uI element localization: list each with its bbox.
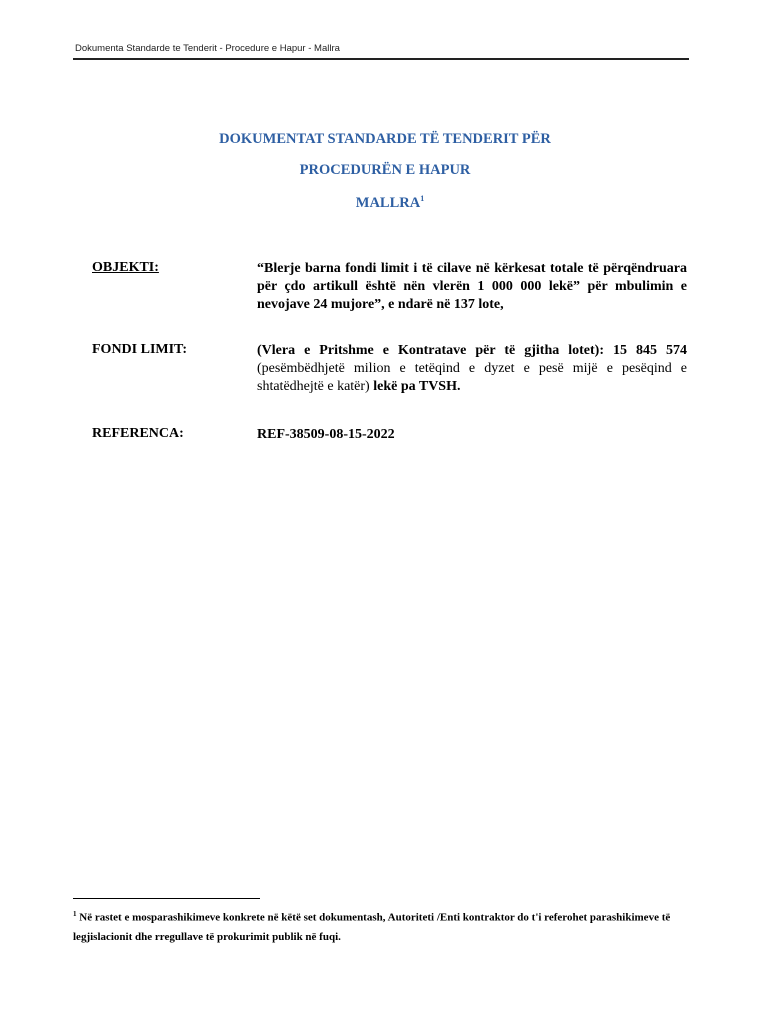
objekti-label: OBJEKTI:: [92, 260, 159, 275]
title-mallra: MALLRA: [355, 194, 421, 211]
referenca-value: REF-38509-08-15-2022: [257, 427, 395, 442]
footnote-rule: [73, 898, 260, 899]
footnote: [73, 905, 689, 947]
fondi-limit-value: [257, 342, 687, 396]
footnote-text: Në rastet e mosparashikimeve konkrete në këtë set dokumentash, Autoriteti /Enti kontraktor do t'i referohet parashikimeve të legjislacionit dhe rregullave të prokurimit publik në fuqi.: [73, 911, 671, 943]
header-rule: [73, 58, 689, 60]
document-title-line2: PROCEDURËN E HAPUR: [299, 162, 471, 178]
document-title-line3: [5, 194, 770, 212]
running-header: Dokumenta Standarde te Tenderit - Procedure e Hapur - Mallra: [75, 43, 340, 54]
footnote-number: 1: [73, 910, 77, 918]
objekti-value: “Blerje barna fondi limit i të cilave në kërkesat totale të përqëndruara për çdo artikull është nën vlerën 1 000 000 lekë” për mbulimin e nevojave 24 mujore”, e ndarë në 137 lote,: [257, 261, 687, 312]
document-title-line1: DOKUMENTAT STANDARDE TË TENDERIT PËR: [219, 131, 551, 147]
referenca-label: REFERENCA:: [92, 426, 184, 441]
fondi-limit-amount-words: (pesëmbëdhjetë milion e tetëqind e dyzet e pesë mijë e pesëqind e shtatëdhejtë e katër): [257, 361, 687, 394]
title-footnote-ref: 1: [420, 194, 425, 203]
fondi-limit-label: FONDI LIMIT:: [92, 342, 188, 357]
fondi-limit-currency: lekë pa TVSH.: [373, 379, 461, 394]
fondi-limit-amount: (Vlera e Pritshme e Kontratave për të gjitha lotet): 15 845 574: [257, 343, 687, 358]
